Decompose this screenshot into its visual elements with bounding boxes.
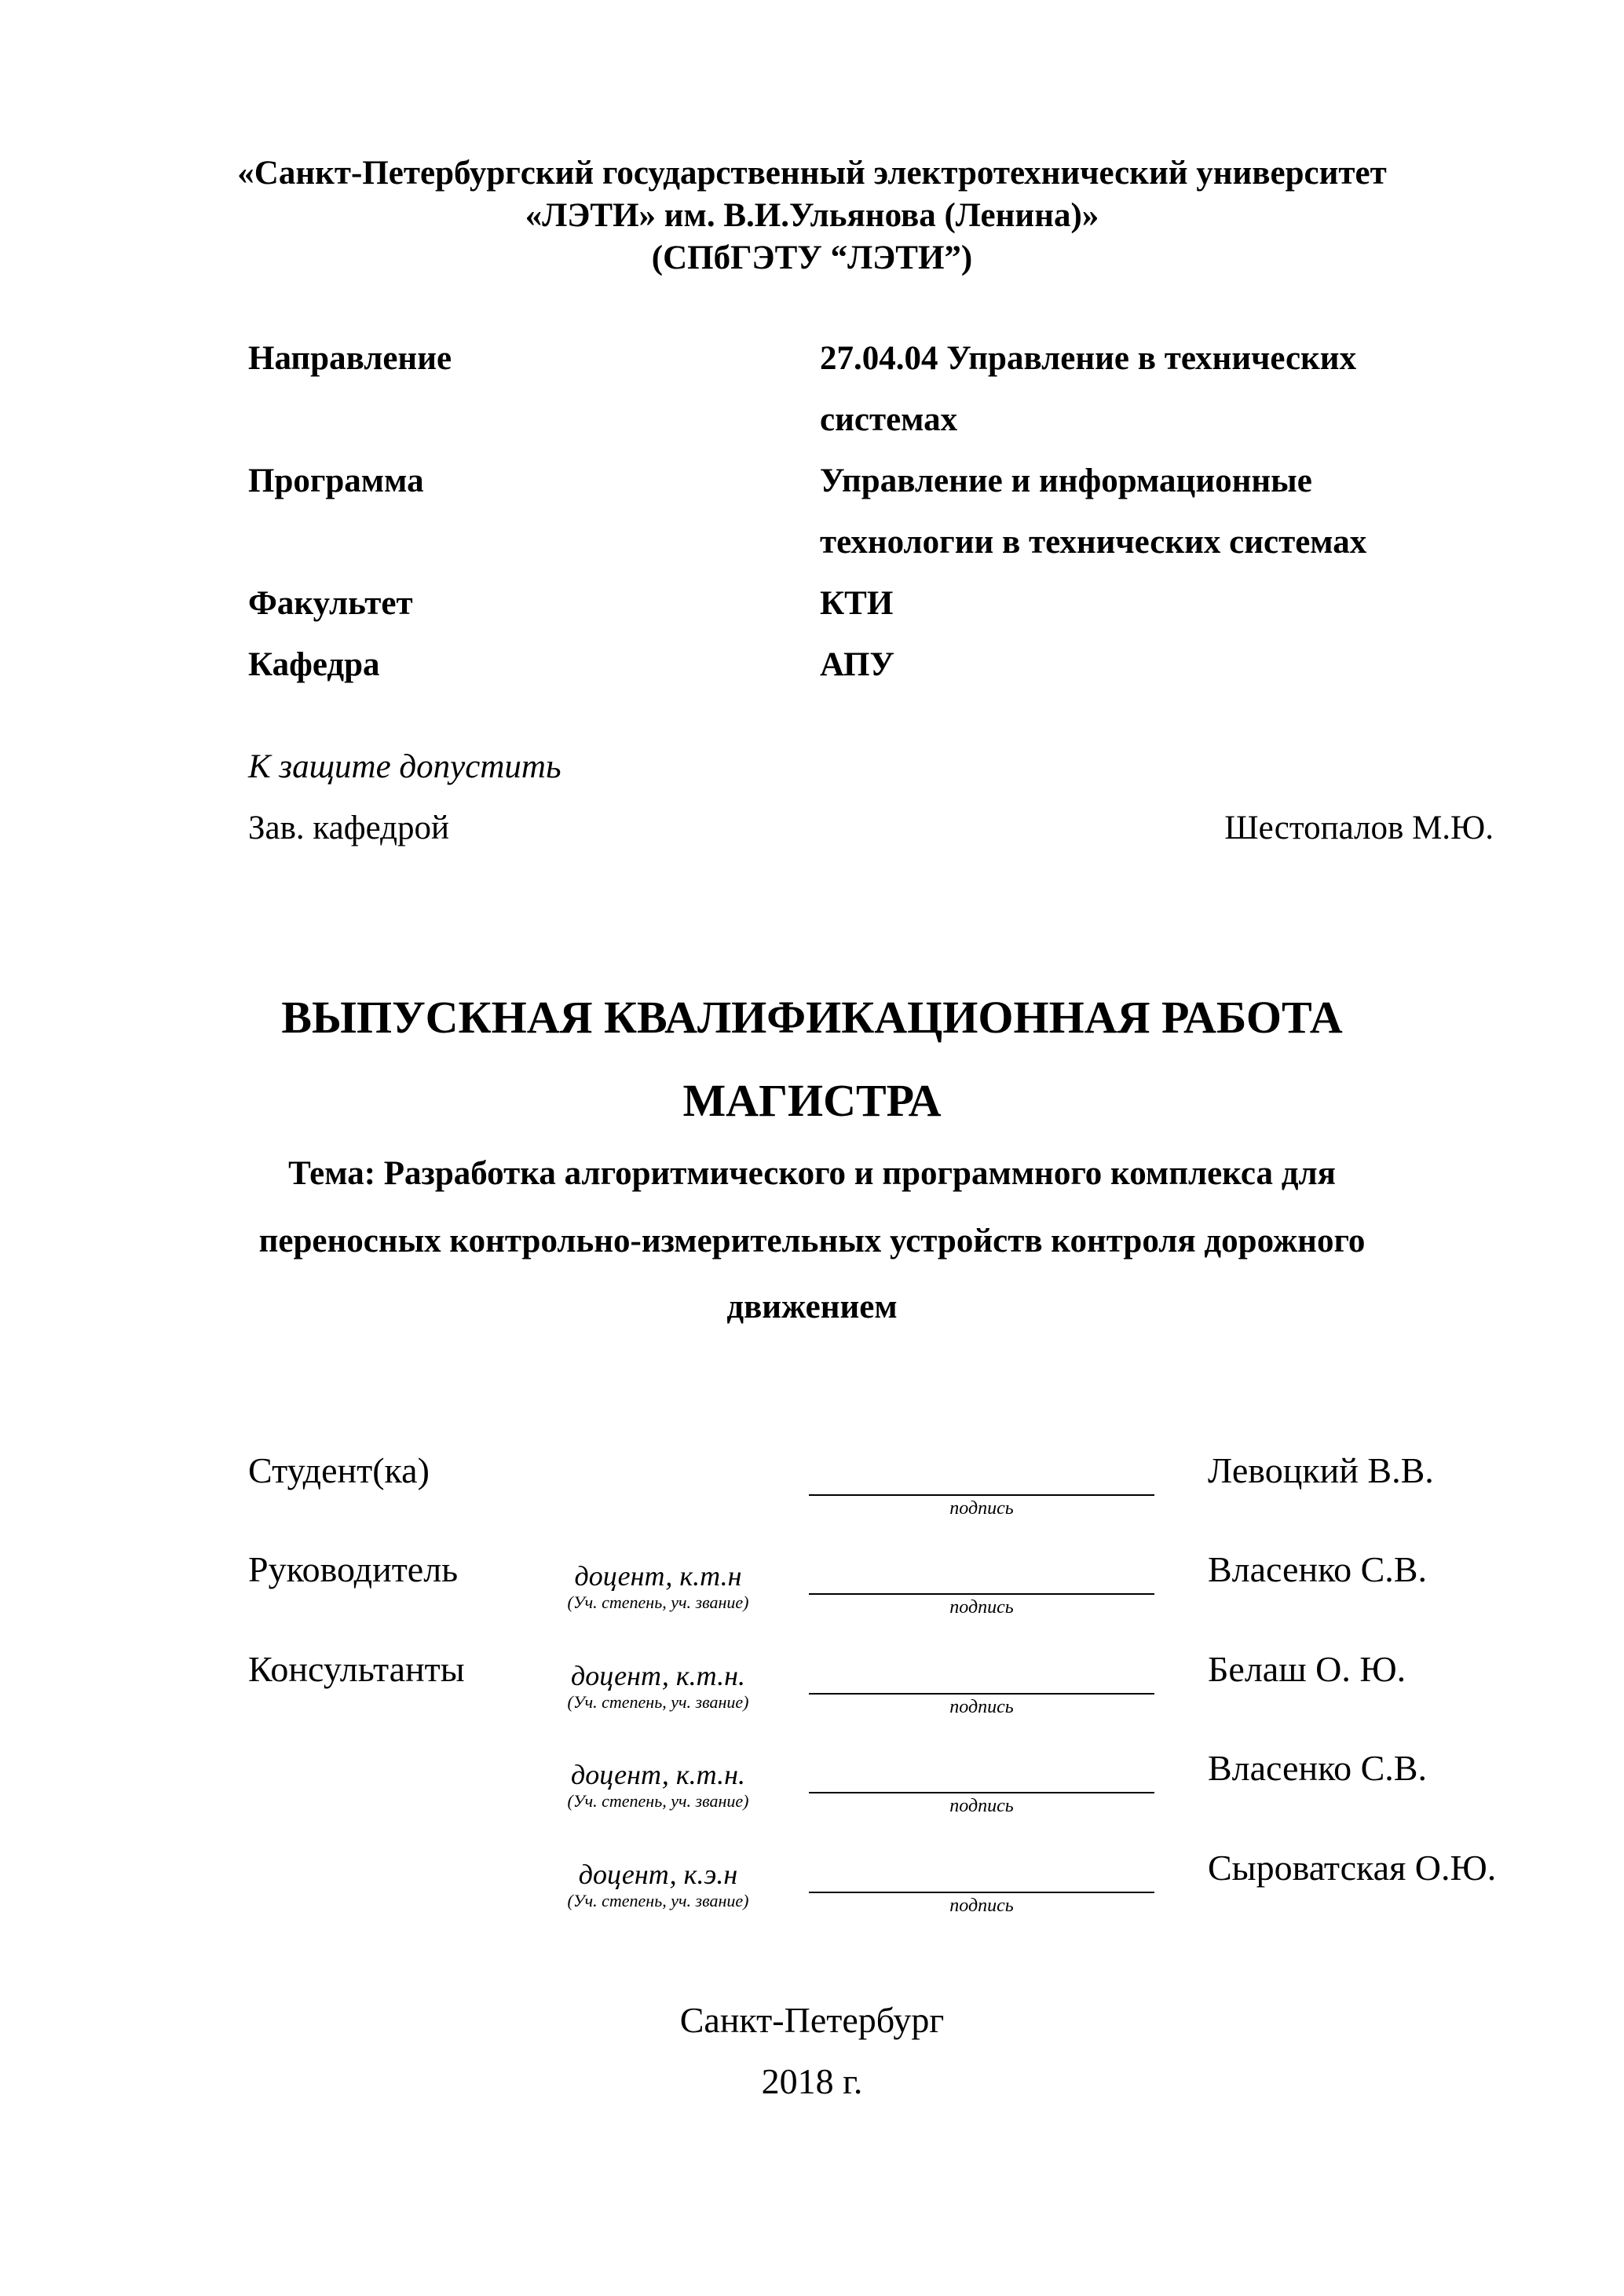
signature-name-supervisor: Власенко С.В.: [1208, 1549, 1427, 1589]
signature-role-supervisor: Руководитель: [248, 1549, 459, 1589]
signature-line: [809, 1892, 1154, 1893]
department-head-name: Шестопалов М.Ю.: [1224, 810, 1494, 846]
footer-year: 2018 г.: [761, 2061, 863, 2101]
direction-value-line2: системах: [820, 401, 958, 438]
signature-role-consultants: Консультанты: [248, 1649, 465, 1689]
signature-line: [809, 1792, 1154, 1793]
signature-role-student: Студент(ка): [248, 1450, 430, 1490]
program-value-line2: технологии в технических системах: [820, 524, 1367, 561]
signature-line: [809, 1494, 1154, 1496]
degree-hint: (Уч. степень, уч. звание): [567, 1791, 749, 1811]
university-abbreviation: (СПбГЭТУ “ЛЭТИ”): [651, 239, 973, 276]
signature-degree: доцент, к.т.н.: [571, 1759, 745, 1790]
department-value: АПУ: [820, 646, 894, 683]
faculty-label: Факультет: [248, 585, 413, 622]
topic-line2: переносных контрольно-измерительных устройств контроля дорожного: [258, 1223, 1366, 1260]
signature-name-consultant-2: Власенко С.В.: [1208, 1748, 1427, 1788]
topic-line1: Тема: Разработка алгоритмического и программного комплекса для: [288, 1155, 1336, 1192]
thesis-title-line2: МАГИСТРА: [682, 1075, 942, 1126]
admission-label: К защите допустить: [248, 748, 561, 785]
signature-name-consultant-3: Сыроватская О.Ю.: [1208, 1848, 1497, 1888]
signature-degree: доцент, к.т.н: [574, 1560, 742, 1592]
signature-name-student: Левоцкий В.В.: [1208, 1450, 1434, 1490]
direction-value-line1: 27.04.04 Управление в технических: [820, 340, 1357, 377]
direction-label: Направление: [248, 340, 452, 377]
thesis-title-line1: ВЫПУСКНАЯ КВАЛИФИКАЦИОННАЯ РАБОТА: [281, 992, 1343, 1043]
signature-hint: подпись: [949, 1796, 1014, 1816]
program-label: Программа: [248, 462, 424, 499]
topic-line3: движением: [726, 1289, 898, 1325]
signature-hint: подпись: [949, 1896, 1014, 1916]
signature-line: [809, 1593, 1154, 1595]
university-name-line1: «Санкт-Петербургский государственный электротехнический университет: [237, 155, 1387, 192]
signature-degree: доцент, к.э.н: [578, 1859, 738, 1890]
department-label: Кафедра: [248, 646, 380, 683]
signature-name-consultant-1: Белаш О. Ю.: [1208, 1649, 1406, 1689]
university-name-line2: «ЛЭТИ» им. В.И.Ульянова (Ленина)»: [525, 197, 1099, 234]
program-value-line1: Управление и информационные: [820, 462, 1312, 499]
signature-hint: подпись: [949, 1498, 1014, 1519]
degree-hint: (Уч. степень, уч. звание): [567, 1592, 749, 1612]
department-head-title: Зав. кафедрой: [248, 810, 450, 846]
signature-hint: подпись: [949, 1697, 1014, 1717]
signature-degree: доцент, к.т.н.: [571, 1660, 745, 1691]
footer-city: Санкт-Петербург: [679, 2000, 945, 2040]
degree-hint: (Уч. степень, уч. звание): [567, 1891, 749, 1910]
signature-line: [809, 1693, 1154, 1695]
signature-hint: подпись: [949, 1597, 1014, 1618]
faculty-value: КТИ: [820, 585, 894, 622]
degree-hint: (Уч. степень, уч. звание): [567, 1692, 749, 1712]
